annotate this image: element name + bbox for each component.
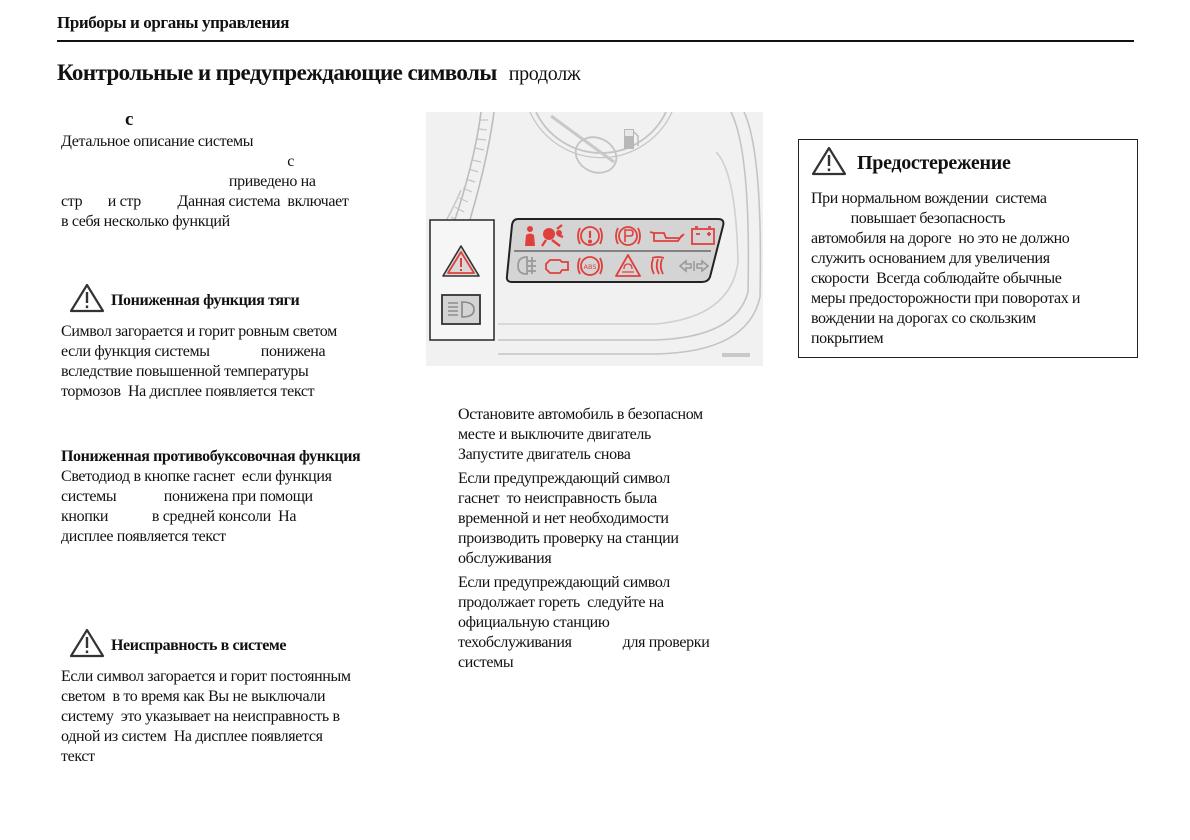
section-line: одной из систем На дисплее появляется: [61, 728, 323, 745]
fuel-pump-icon: [624, 129, 638, 149]
reduced-traction-section: [61, 283, 406, 402]
system-fault-section: [61, 628, 406, 767]
section-line: вследствие повышенной температуры: [61, 363, 309, 380]
intro-line: стр и стр Данная система включает: [61, 193, 349, 210]
section-line: кнопки в средней консоли На: [61, 508, 297, 525]
section-header: Приборы и органы управления: [57, 13, 290, 32]
section-line: систему это указывает на неисправность в: [61, 708, 340, 725]
section-heading: Неисправность в системе: [111, 637, 287, 654]
warning-triangle-icon: [69, 283, 105, 319]
instructions-column: [458, 405, 758, 677]
section-line: Если символ загорается и горит постоянным: [61, 668, 351, 685]
section-line: текст: [61, 748, 95, 765]
section-line: Символ загорается и горит ровным светом: [61, 323, 337, 340]
warning-triangle-icon: [811, 146, 847, 181]
section-heading: Пониженная противобуксовочная функция: [61, 448, 361, 465]
intro-line: Детальное описание системы: [61, 133, 254, 150]
headlight-icon: [442, 295, 480, 324]
section-line: если функция системы понижена: [61, 343, 326, 360]
section-heading: Пониженная функция тяги: [111, 292, 300, 309]
header-divider: [57, 40, 1134, 42]
instruction-paragraph: Если предупреждающий символ гаснет то неисправность была временной и нет необходимости производить проверку на станции обслуживания: [458, 470, 679, 567]
caution-box: [798, 139, 1138, 358]
reduced-antispin-section: [61, 447, 361, 547]
svg-text:ABS: ABS: [583, 263, 597, 271]
section-line: системы понижена при помощи: [61, 488, 313, 505]
section-line: светом в то время как Вы не выключали: [61, 688, 326, 705]
intro-line: с: [61, 153, 295, 170]
page-title-main: Контрольные и предупреждающие символы: [57, 60, 497, 85]
intro-line: приведено на: [61, 173, 316, 190]
instruction-paragraph: Остановите автомобиль в безопасном месте и выключите двигатель Запустите двигатель снова: [458, 406, 703, 463]
caution-text: При нормальном вождении система повышает безопасность автомобиля на дороге но это не должно служить основанием для увеличения скорости Всегда соблюдайте обычные меры предосторожности при поворотах и вождении на дорогах со скользким покрытием: [811, 190, 1081, 347]
fuel-gauge: [530, 112, 672, 179]
intro-section: [61, 110, 406, 232]
instrument-cluster-figure: [426, 112, 763, 366]
caution-title: Предостережение: [857, 152, 1011, 174]
section-line: тормозов На дисплее появляется текст: [61, 383, 315, 400]
page-title: [57, 60, 580, 86]
warning-triangle-icon: [69, 628, 105, 664]
section-line: Светодиод в кнопке гаснет если функция: [61, 468, 332, 485]
figure-caption-code: [722, 353, 750, 357]
intro-heading: с: [125, 109, 134, 130]
section-line: дисплее появляется текст: [61, 528, 226, 545]
intro-line: в себя несколько функций: [61, 213, 230, 230]
instruction-paragraph: Если предупреждающий символ продолжает гореть следуйте на официальную станцию техобслуживания для проверки системы: [458, 574, 710, 671]
page-title-continued: продолж: [508, 63, 581, 85]
